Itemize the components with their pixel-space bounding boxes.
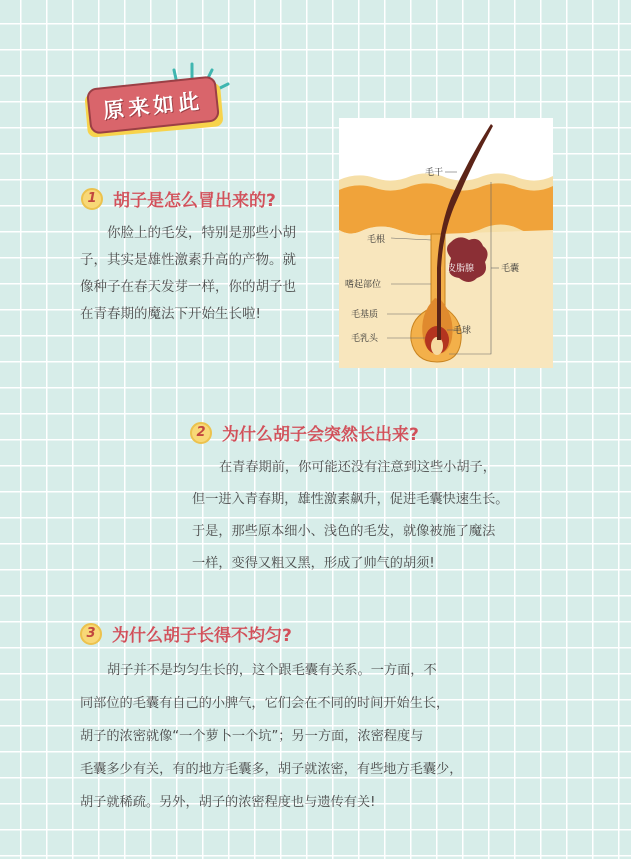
section-1-heading bbox=[81, 186, 276, 211]
label-hair-shaft: 毛干 bbox=[425, 168, 444, 178]
section-2-heading bbox=[190, 420, 419, 445]
section-3-heading bbox=[80, 621, 292, 646]
section-2-line: 于是，那些原本细小、浅色的毛发，就像被施了魔法 bbox=[192, 524, 496, 539]
hair-follicle-illustration bbox=[339, 118, 553, 368]
section-1-line: 在青春期的魔法下开始生长啦! bbox=[80, 306, 261, 322]
section-2-number-badge: 2 bbox=[190, 422, 212, 444]
label-follicle: 毛囊 bbox=[501, 264, 520, 274]
section-1-line: 你脸上的毛发，特别是那些小胡 bbox=[107, 225, 296, 241]
section-2-line: 但一进入青春期，雄性激素飙升，促进毛囊快速生长。 bbox=[192, 492, 509, 507]
section-2-line: 在青春期前，你可能还没有注意到这些小胡子， bbox=[219, 460, 496, 475]
label-dermal-papilla: 毛乳头 bbox=[351, 334, 379, 344]
section-3-title: 为什么胡子长得不均匀? bbox=[112, 626, 292, 646]
section-3-paragraph bbox=[80, 654, 500, 819]
section-2-line: 一样，变得又粗又黑，形成了帅气的胡须! bbox=[192, 556, 435, 571]
section-2-paragraph bbox=[192, 452, 558, 580]
section-3-line: 同部位的毛囊有自己的小脾气，它们会在不同的时间开始生长， bbox=[80, 696, 450, 711]
section-3-line: 胡子就稀疏。另外，胡子的浓密程度也与遗传有关! bbox=[80, 795, 376, 810]
section-1-number-badge: 1 bbox=[81, 188, 103, 210]
label-arrector-site: 嗜起部位 bbox=[345, 280, 382, 290]
section-2-title: 为什么胡子会突然长出来? bbox=[222, 425, 419, 445]
label-hair-bulb: 毛球 bbox=[453, 326, 472, 336]
section-1-paragraph bbox=[80, 220, 332, 328]
title-banner bbox=[80, 62, 240, 140]
section-1-line: 子，其实是雄性激素升高的产物。就 bbox=[80, 252, 296, 268]
label-sebaceous-gland: 皮脂腺 bbox=[447, 264, 475, 274]
section-1-title: 胡子是怎么冒出来的? bbox=[113, 191, 276, 211]
section-3-line: 胡子并不是均匀生长的，这个跟毛囊有关系。一方面，不 bbox=[107, 663, 437, 678]
label-hair-matrix: 毛基质 bbox=[351, 310, 379, 320]
section-3-line: 毛囊多少有关，有的地方毛囊多，胡子就浓密，有些地方毛囊少， bbox=[80, 762, 463, 777]
banner-title: 原来如此 bbox=[102, 88, 205, 124]
section-3-line: 胡子的浓密就像“一个萝卜一个坑”；另一方面，浓密程度与 bbox=[80, 729, 424, 744]
label-hair-root: 毛根 bbox=[367, 235, 386, 245]
section-3-number-badge: 3 bbox=[80, 623, 102, 645]
section-1-line: 像种子在春天发芽一样，你的胡子也 bbox=[80, 279, 296, 295]
hair-follicle-diagram bbox=[339, 118, 553, 368]
